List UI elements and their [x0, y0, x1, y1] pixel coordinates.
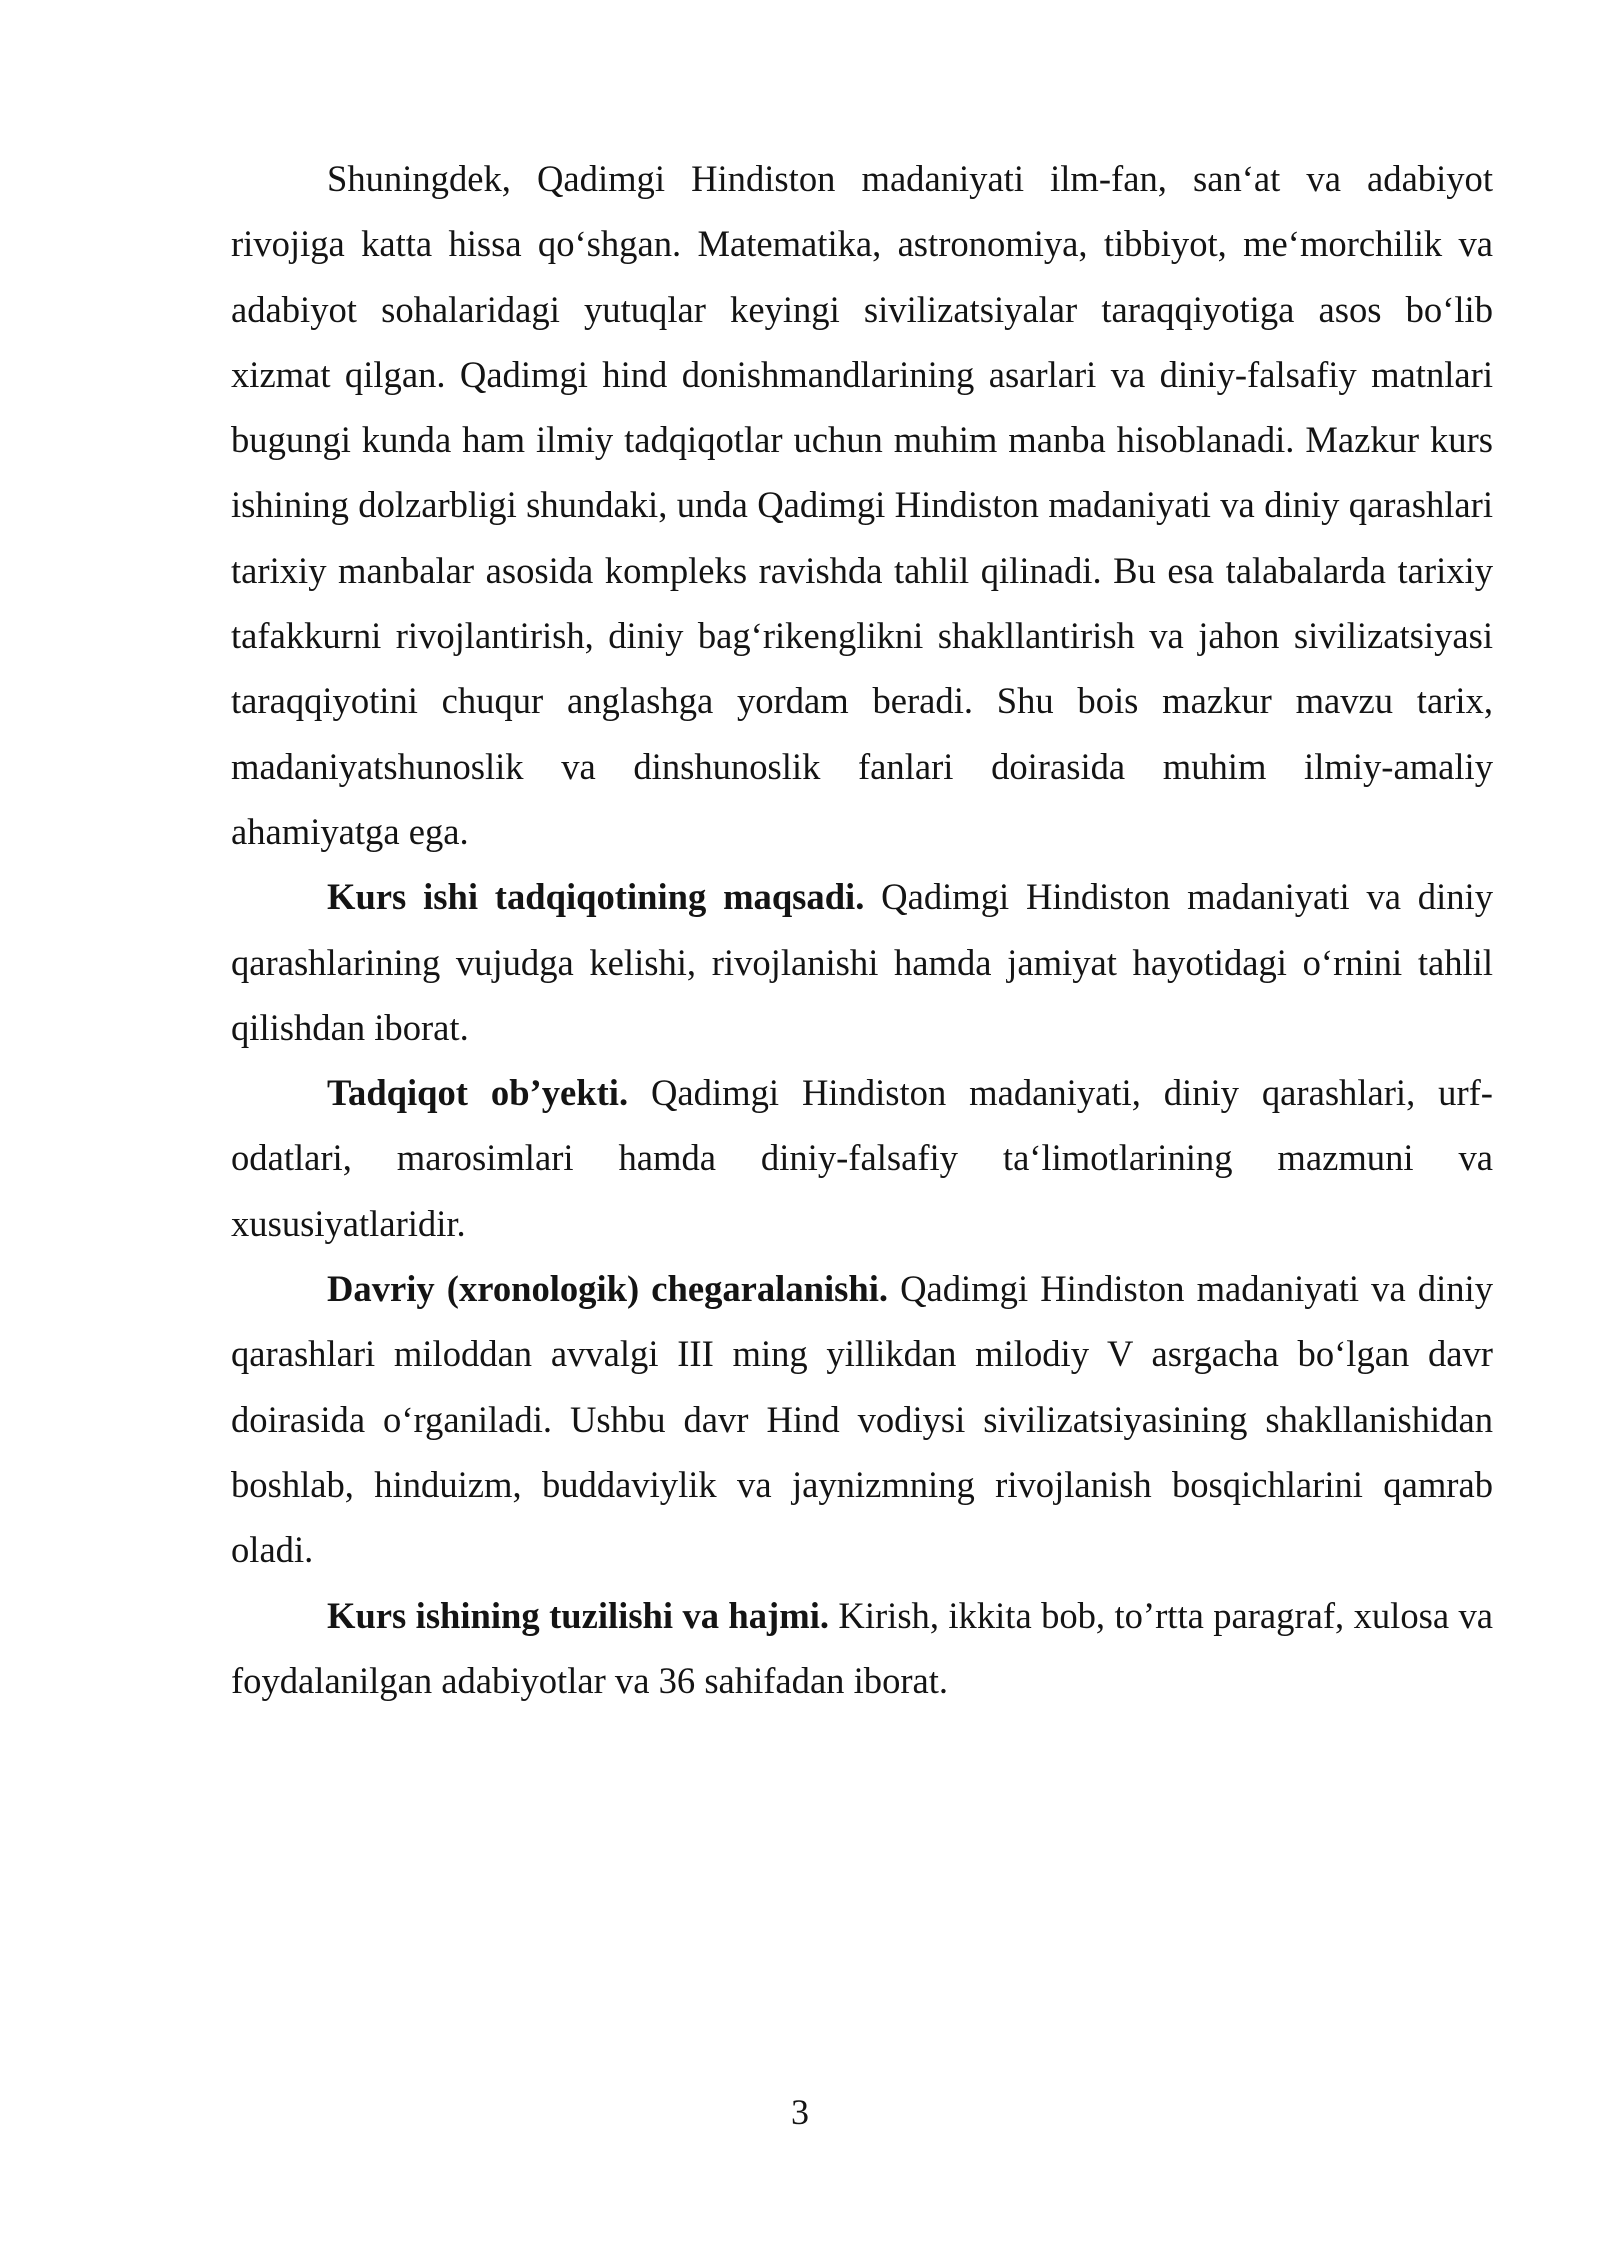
paragraph-text: Qadimgi Hindiston madaniyati va diniy qarashlari miloddan avvalgi III ming yillikdan milodiy V asrgacha bo‘lgan davr doirasida o‘rganiladi. Ushbu davr Hind vodiysi sivilizatsiyasining shakllanishidan boshlab, hinduizm, buddaviylik va jaynizmning rivojlanish bosqichlarini qamrab oladi. [231, 1268, 1493, 1571]
page-number: 3 [791, 2092, 809, 2132]
paragraph-text: Qadimgi Hindiston madaniyati va diniy qarashlarining vujudga kelishi, rivojlanishi hamda jamiyat hayotidagi o‘rnini tahlil qilishdan iborat. [231, 876, 1493, 1048]
paragraph-text: Shuningdek, Qadimgi Hindiston madaniyati ilm-fan, san‘at va adabiyot rivojiga katta hissa qo‘shgan. Matematika, astronomiya, tibbiyot, me‘morchilik va adabiyot sohalaridagi yutuqlar keyingi sivilizatsiyalar taraqqiyotiga asos bo‘lib xizmat qilgan. Qadimgi hind donishmandlarining asarlari va diniy-falsafiy matnlari bugungi kunda ham ilmiy tadqiqotlar uchun muhim manba hisoblanadi. Mazkur kurs ishining dolzarbligi shundaki, unda Qadimgi Hindiston madaniyati va diniy qarashlari tarixiy manbalar asosida kompleks ravishda tahlil qilinadi. Bu esa talabalarda tarixiy tafakkurni rivojlantirish, diniy bag‘rikenglikni shakllantirish va jahon sivilizatsiyasi taraqqiyotini chuqur anglashga yordam beradi. Shu bois mazkur mavzu tarix, madaniyatshunoslik va dinshunoslik fanlari doirasida muhim ilmiy-amaliy ahamiyatga ega. [231, 158, 1493, 852]
section-heading: Kurs ishi tadqiqotining maqsadi. [327, 876, 865, 918]
paragraph-research-goal [231, 864, 1493, 1060]
paragraph-text: Qadimgi Hindiston madaniyati, diniy qarashlari, urf-odatlari, marosimlari hamda diniy-falsafiy ta‘limotlarining mazmuni va xususiyatlaridir. [231, 1072, 1493, 1244]
section-heading: Davriy (xronologik) chegaralanishi. [327, 1268, 889, 1310]
paragraph-structure-volume [231, 1583, 1493, 1714]
paragraph-chronological-limits [231, 1256, 1493, 1582]
paragraph-text: Kirish, ikkita bob, to’rtta paragraf, xulosa va foydalanilgan adabiyotlar va 36 sahifadan iborat. [231, 1594, 1493, 1701]
section-heading: Tadqiqot ob’yekti. [327, 1072, 629, 1114]
section-heading: Kurs ishining tuzilishi va hajmi. [327, 1594, 830, 1636]
paragraph-research-object [231, 1060, 1493, 1256]
paragraph-significance [231, 146, 1493, 864]
document-body [231, 146, 1493, 1713]
